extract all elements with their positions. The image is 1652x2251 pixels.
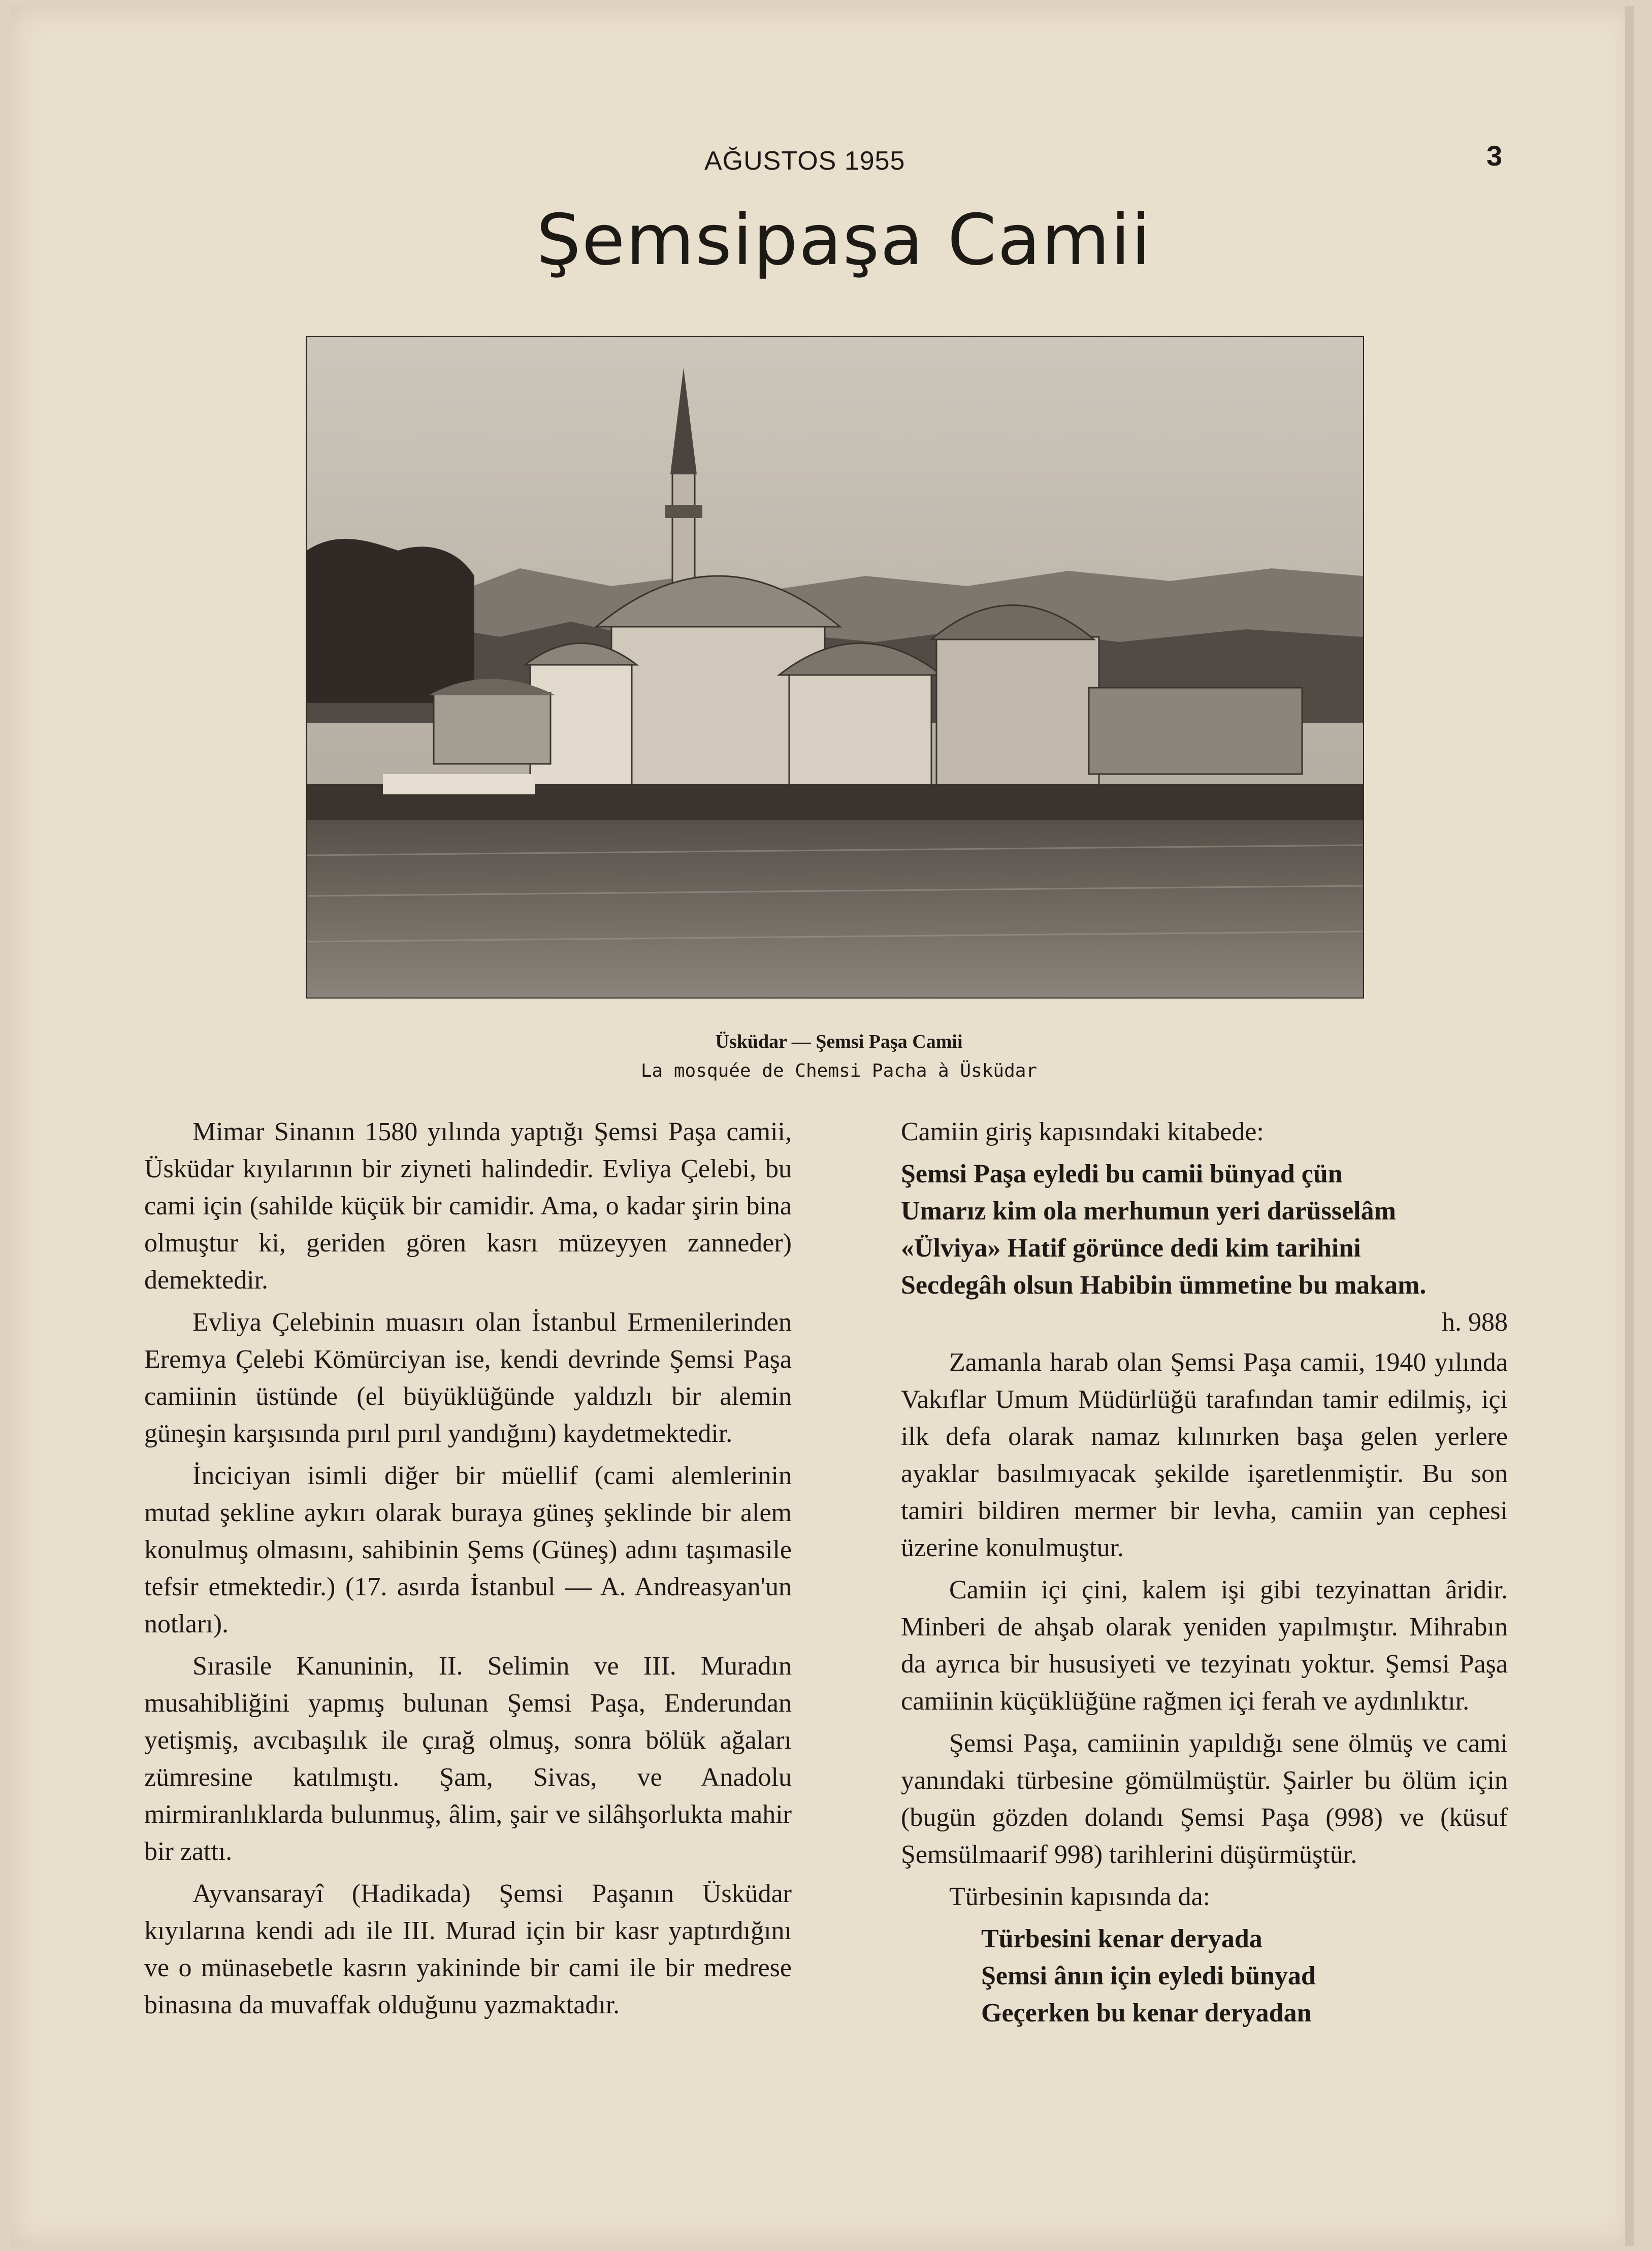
magazine-page <box>11 6 1634 2246</box>
verse-line: Türbesini kenar deryada <box>981 1924 1262 1953</box>
page-edge <box>1625 6 1634 2246</box>
paragraph: Mimar Sinanın 1580 yılında yaptığı Şemsi Paşa camii, Üsküdar kıyılarının bir ziyneti halindedir. Evliya Çelebi, bu cami için (sahilde küçük bir camidir. Ama, o kadar şirin bina olmuştur ki, geriden gören kasrı müzeyyen zanneder) demektedir. <box>144 1117 792 1295</box>
verse-line: Secdegâh olsun Habibin ümmetine bu makam. <box>901 1271 1427 1300</box>
photo-caption <box>468 1027 1210 1086</box>
tomb-verse <box>981 1920 1508 2032</box>
article-title: Şemsipaşa Camii <box>536 199 1152 281</box>
mosque-photo <box>306 336 1364 999</box>
issue-date: AĞUSTOS 1955 <box>704 146 905 176</box>
paragraph: Sırasile Kanuninin, II. Selimin ve III. Muradın musahibliğini yapmış bulunan Şemsi Paşa, Enderundan yetişmiş, avcıbaşılık ile çırağ olmuş, sonra bölük ağaları zümresine katılmıştı. Şam, Sivas, ve Anadolu mirmiranlıklarda bulunmuş, âlim, şair ve silâhşorlukta mahir bir zattı. <box>144 1652 792 1866</box>
caption-turkish: Üsküdar — Şemsi Paşa Camii <box>715 1031 963 1052</box>
verse-line: Şemsi Paşa eyledi bu camii bünyad çün <box>901 1160 1343 1188</box>
verse-line: Umarız kim ola merhumun yeri darüsselâm <box>901 1197 1396 1226</box>
inscription-intro: Camiin giriş kapısındaki kitabede: <box>901 1117 1264 1146</box>
paragraph: Ayvansarayî (Hadikada) Şemsi Paşanın Üsküdar kıyılarına kendi adı ile III. Murad için bir kasr yaptırdığını ve o münasebetle kasrın yakininde bir cami ile bir medrese binasına da muvaffak olduğunu yazmaktadır. <box>144 1879 792 2019</box>
paragraph: İnciciyan isimli diğer bir müellif (cami alemlerinin mutad şekline aykırı olarak buraya güneş şeklinde bir alem konulmuş olmasını, sahibinin Şems (Güneş) adını taşımasile tefsir etmektedir.) (17. asırda İstanbul — A. Andreasyan'un notları). <box>144 1461 792 1638</box>
paragraph: Türbesinin kapısında da: <box>949 1882 1211 1911</box>
verse-line: Geçerken bu kenar deryadan <box>981 1999 1312 2028</box>
caption-french: La mosquée de Chemsi Pacha à Üsküdar <box>640 1060 1038 1081</box>
paragraph: Evliya Çelebinin muasırı olan İstanbul Ermenilerinden Eremya Çelebi Kömürciyan ise, kendi devrinde Şemsi Paşa camiinin üstünde (el büyüklüğünde yaldızlı bir alemin güneşin karşısında pırıl pırıl yandığını) kaydetmektedir. <box>144 1308 792 1448</box>
page-number: 3 <box>1486 140 1503 172</box>
inscription-verse <box>901 1155 1508 1304</box>
left-column <box>144 1113 792 2029</box>
right-column <box>901 1113 1508 2032</box>
hijri-date: h. 988 <box>1442 1308 1508 1337</box>
paragraph: Camiin içi çini, kalem işi gibi tezyinattan âridir. Minberi de ahşab olarak yeniden yapılmıştır. Mihrabın da ayrıca bir hususiyeti ve tezyinatı yoktur. Şemsi Paşa camiinin küçüklüğüne rağmen içi ferah ve aydınlıktır. <box>901 1575 1508 1716</box>
verse-line: «Ülviya» Hatif görünce dedi kim tarihini <box>901 1234 1361 1263</box>
paragraph: Zamanla harab olan Şemsi Paşa camii, 1940 yılında Vakıflar Umum Müdürlüğü tarafından tamir edilmiş, içi ilk defa olarak namaz kılınırken başa gelen yerlere ayaklar basılmıyacak şekilde işaretlenmiştir. Bu son tamiri bildiren mermer bir levha, camiin yan cephesi üzerine konulmuştur. <box>901 1348 1508 1562</box>
paragraph: Şemsi Paşa, camiinin yapıldığı sene ölmüş ve cami yanındaki türbesine gömülmüştür. Şairler bu ölüm için (bugün gözden dolandı Şemsi Paşa (998) ve (küsuf Şemsülmaarif 998) tarihlerini düşürmüştür. <box>901 1729 1508 1869</box>
verse-line: Şemsi ânın için eyledi bünyad <box>981 1961 1316 1990</box>
